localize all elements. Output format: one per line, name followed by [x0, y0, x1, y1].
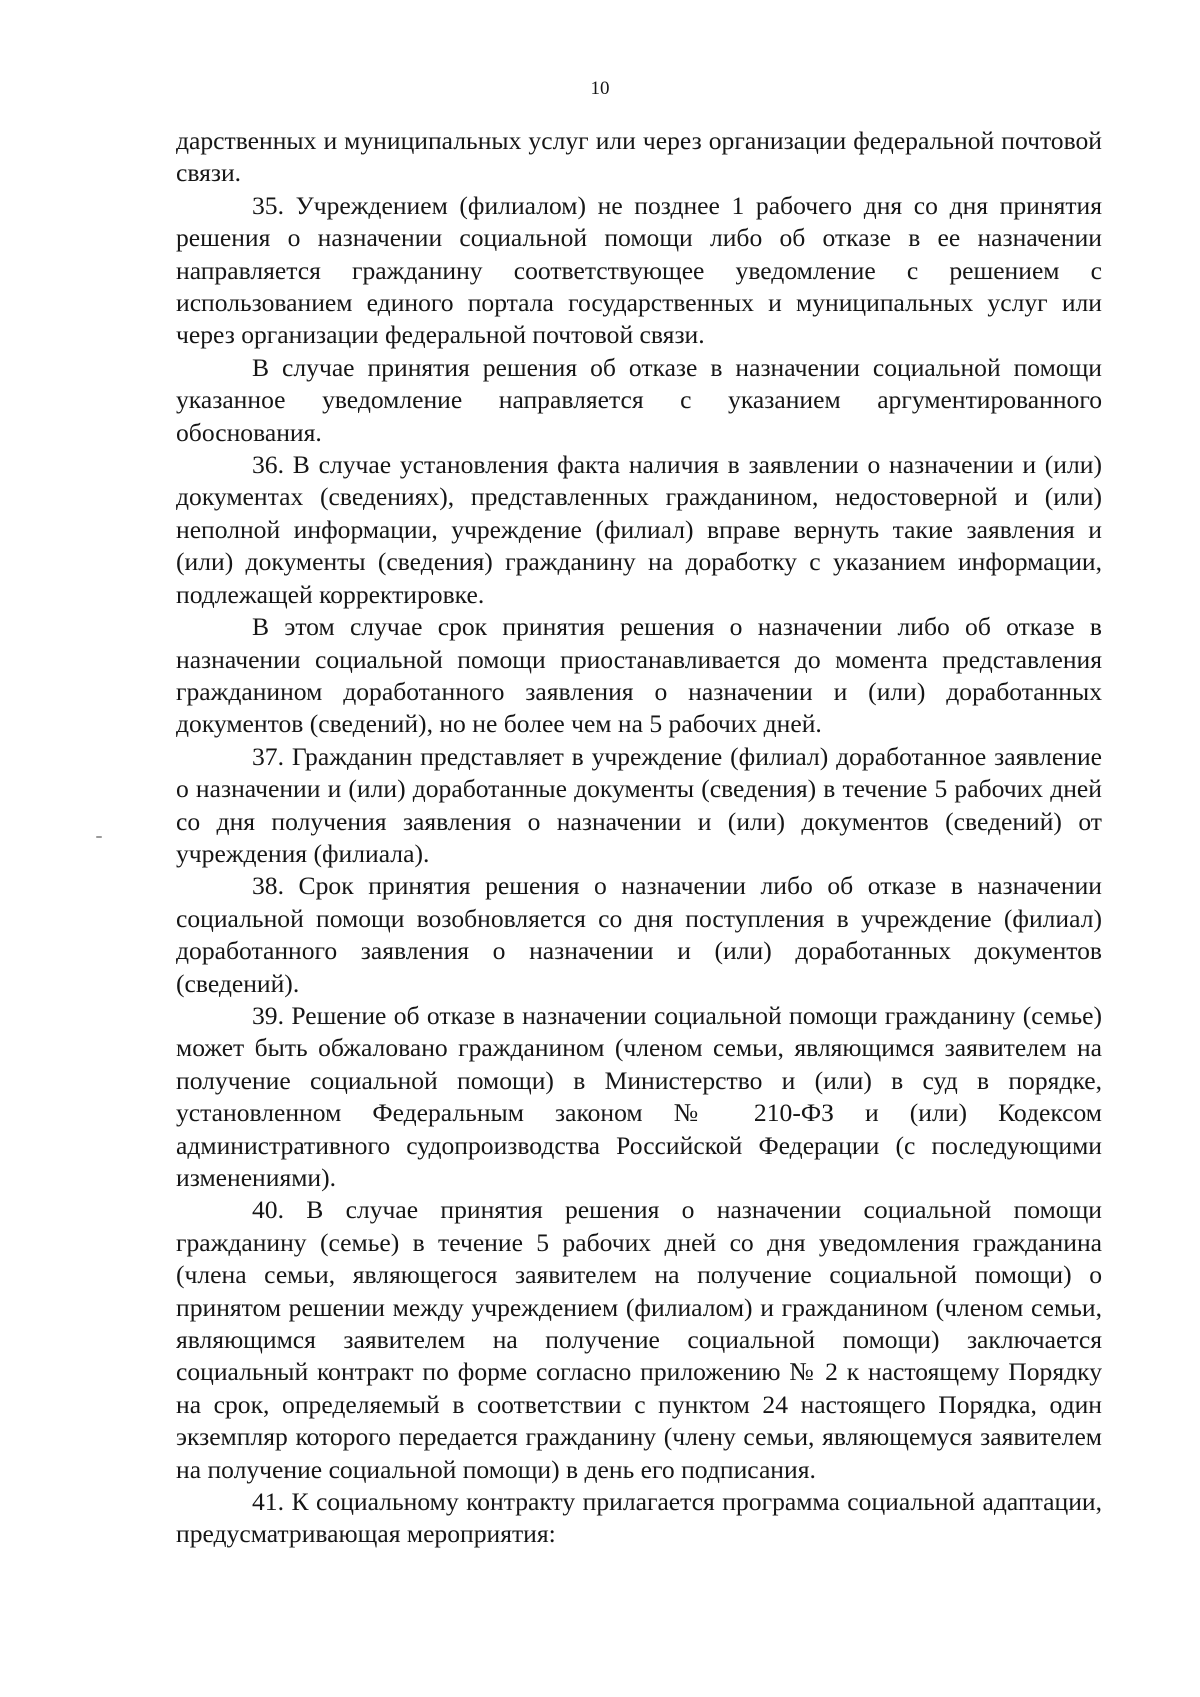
- page-number: 10: [590, 78, 610, 99]
- document-body: [176, 125, 1102, 1551]
- paragraph-35: 35. Учреждением (филиалом) не позднее 1 рабочего дня со дня принятия решения о назначении социальной помощи либо об отказе в ее назначении направляется гражданину соответствующее уведомление с решением с использованием единого портала государственных и муниципальных услуг или через организации федеральной почтовой связи.: [176, 190, 1102, 350]
- paragraph-38: 38. Срок принятия решения о назначении либо об отказе в назначении социальной помощи возобновляется со дня поступления в учреждение (филиал) доработанного заявления о назначении и (или) доработанных документов (сведений).: [176, 871, 1102, 998]
- scan-artifact-mark: [96, 836, 102, 838]
- paragraph-35-notice: В случае принятия решения об отказе в назначении социальной помощи указанное уведомление направляется с указанием аргументированного обоснования.: [176, 352, 1102, 447]
- paragraph-39: 39. Решение об отказе в назначении социальной помощи гражданину (семье) может быть обжаловано гражданином (членом семьи, являющимся заявителем на получение социальной помощи) в Министерство и (или) в суд в порядке, установленном Федеральным законом № 210-ФЗ и (или) Кодексом административного судопроизводства Российской Федерации (с последующими изменениями).: [176, 1000, 1102, 1192]
- paragraph-36: 36. В случае установления факта наличия в заявлении о назначении и (или) документах (сведениях), представленных гражданином, недостоверной и (или) неполной информации, учреждение (филиал) вправе вернуть такие заявления и (или) документы (сведения) гражданину на доработку с указанием информации, подлежащей корректировке.: [176, 450, 1102, 609]
- paragraph-37: 37. Гражданин представляет в учреждение (филиал) доработанное заявление о назначении и (или) доработанные документы (сведения) в течение 5 рабочих дней со дня получения заявления о назначении и (или) документов (сведений) от учреждения (филиала).: [176, 741, 1102, 868]
- paragraph-36-suspension: В этом случае срок принятия решения о назначении либо об отказе в назначении социальной помощи приостанавливается до момента представления гражданином доработанного заявления о назначении и (или) доработанных документов (сведений), но не более чем на 5 рабочих дней.: [176, 612, 1102, 739]
- paragraph-continuation: дарственных и муниципальных услуг или через организации федеральной почтовой связи.: [176, 126, 1102, 188]
- paragraph-40: 40. В случае принятия решения о назначении социальной помощи гражданину (семье) в течение 5 рабочих дней со дня уведомления гражданина (члена семьи, являющегося заявителем на получение социальной помощи) о принятом решении между учреждением (филиалом) и гражданином (членом семьи, являющимся заявителем на получение социальной помощи) заключается социальный контракт по форме согласно приложению № 2 к настоящему Порядку на срок, определяемый в соответствии с пунктом 24 настоящего Порядка, один экземпляр которого передается гражданину (члену семьи, являющемуся заявителем на получение социальной помощи) в день его подписания.: [176, 1195, 1102, 1484]
- paragraph-41: 41. К социальному контракту прилагается программа социальной адаптации, предусматривающая мероприятия:: [176, 1487, 1102, 1549]
